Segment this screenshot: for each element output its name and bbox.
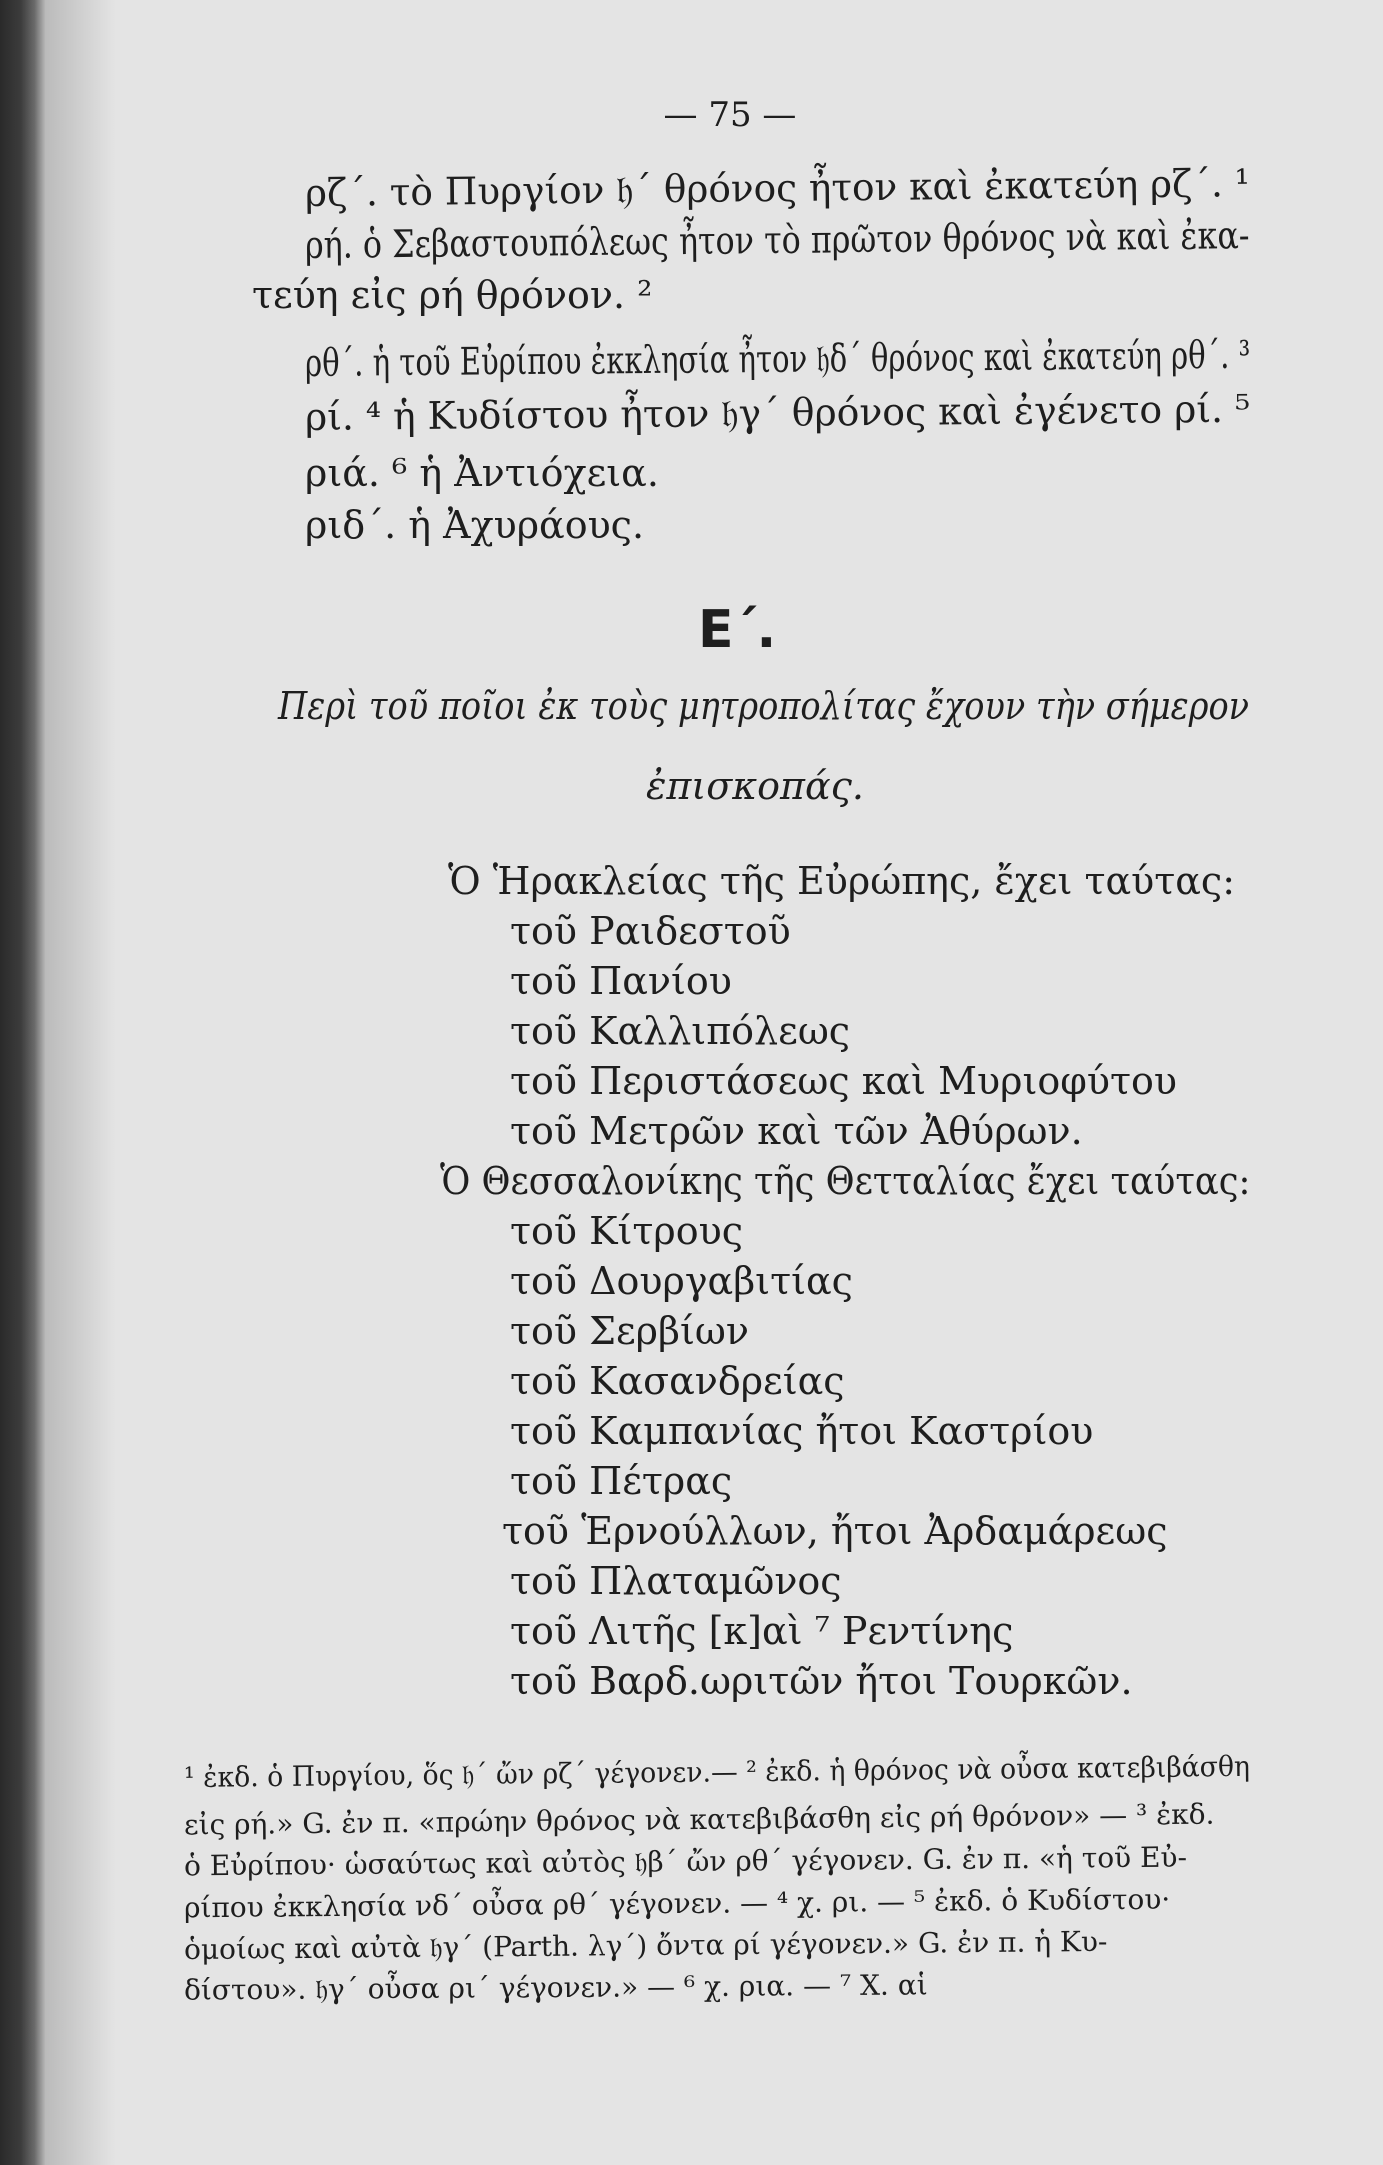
page-gutter-shade xyxy=(46,0,116,2165)
list-item: τοῦ Μετρῶν καὶ τῶν Ἀθύρων. xyxy=(510,1109,1083,1153)
section-heading-continued: ἐπισκοπάς. xyxy=(646,764,864,808)
list-item: τοῦ Λιτῆς [κ]αὶ ⁷ Ρεντίνης xyxy=(510,1609,1014,1653)
list-item: τοῦ Ἑρνούλλων, ἤτοι Ἀρδαμάρεως xyxy=(502,1509,1168,1553)
list-item: τοῦ Πλαταμῶνος xyxy=(510,1559,842,1603)
list-item: τοῦ Περιστάσεως καὶ Μυριοφύτου xyxy=(510,1059,1177,1103)
list-item: τοῦ Σερβίων xyxy=(510,1309,749,1353)
footnote-line: ρίπου ἐκκλησία νδ΄ οὖσα ρθ΄ γέγονεν. — ⁴ χ. ρι. — ⁵ ἐκδ. ὁ Κυδίστου· xyxy=(183,1882,1171,1925)
list-item: τοῦ Πέτρας xyxy=(510,1459,733,1503)
page-number: — 75 — xyxy=(663,95,797,135)
list-item: τοῦ Κίτρους xyxy=(510,1209,743,1253)
footnote-line: εἰς ρή.» G. ἐν π. «πρώην θρόνος νὰ κατεβιβάσθη εἰς ρή θρόνον» — ³ ἐκδ. xyxy=(183,1797,1215,1842)
metropolitan-heading: Ὁ Ἡρακλείας τῆς Εὐρώπης, ἔχει ταύτας: xyxy=(448,859,1236,903)
list-item: τοῦ Κασανδρείας xyxy=(510,1359,845,1403)
entry-line: ριδ΄. ἡ Ἀχυράους. xyxy=(305,503,645,547)
entry-line: τεύη εἰς ρή θρόνον. ² xyxy=(252,273,653,317)
list-item: τοῦ Δουργαβιτίας xyxy=(510,1259,853,1303)
section-letter: Ε΄. xyxy=(698,600,777,660)
list-item: τοῦ Ραιδεστοῦ xyxy=(510,909,791,953)
book-spine-shadow xyxy=(0,0,46,2165)
list-item: τοῦ Καλλιπόλεως xyxy=(510,1009,851,1053)
list-item: τοῦ Πανίου xyxy=(510,959,732,1003)
entry-line: ρή. ὁ Σεβαστουπόλεως ἦτον τὸ πρῶτον θρόνος νὰ καὶ ἐκα- xyxy=(304,213,1250,267)
section-heading: Περὶ τοῦ ποῖοι ἐκ τοὺς μητροπολίτας ἔχουν τὴν σήμερον xyxy=(278,684,1250,728)
footnote-line: ¹ ἐκδ. ὁ Πυργίου, ὅς 𝔥΄ ὤν ρζ΄ γέγονεν.— ² ἐκδ. ἡ θρόνος νὰ οὖσα κατεβιβάσθη xyxy=(183,1749,1251,1794)
entry-line: ρί. ⁴ ἡ Κυδίστου ἦτον 𝔥γ΄ θρόνος καὶ ἐγένετο ρί. ⁵ xyxy=(304,386,1251,439)
footnote-line: δίστου». 𝔥γ΄ οὖσα ρι΄ γέγονεν.» — ⁶ χ. ρια. — ⁷ Χ. αἱ xyxy=(183,1968,928,2007)
metropolitan-heading: Ὁ Θεσσαλονίκης τῆς Θετταλίας ἔχει ταύτας: xyxy=(440,1159,1251,1203)
list-item: τοῦ Βαρδ.ωριτῶν ἤτοι Τουρκῶν. xyxy=(510,1659,1133,1703)
entry-line: ρζ΄. τὸ Πυργίον 𝔥΄ θρόνος ἦτον καὶ ἐκατεύη ρζ΄. ¹ xyxy=(304,161,1250,215)
list-item: τοῦ Καμπανίας ἤτοι Καστρίου xyxy=(510,1409,1094,1453)
entry-line: ριά. ⁶ ἡ Ἀντιόχεια. xyxy=(305,451,659,495)
footnote-line: ὁ Εὐρίπου· ὡσαύτως καὶ αὐτὸς 𝔥β΄ ὤν ρθ΄ γέγονεν. G. ἐν π. «ἡ τοῦ Εὐ- xyxy=(183,1840,1188,1883)
footnote-line: ὁμοίως καὶ αὐτὰ 𝔥γ΄ (Parth. λγ΄) ὄντα ρί γέγονεν.» G. ἐν π. ἡ Κυ- xyxy=(183,1924,1108,1967)
entry-line: ρθ΄. ἡ τοῦ Εὐρίπου ἐκκλησία ἦτον 𝔥δ΄ θρόνος καὶ ἐκατεύη ρθ΄. ³ xyxy=(304,332,1251,385)
